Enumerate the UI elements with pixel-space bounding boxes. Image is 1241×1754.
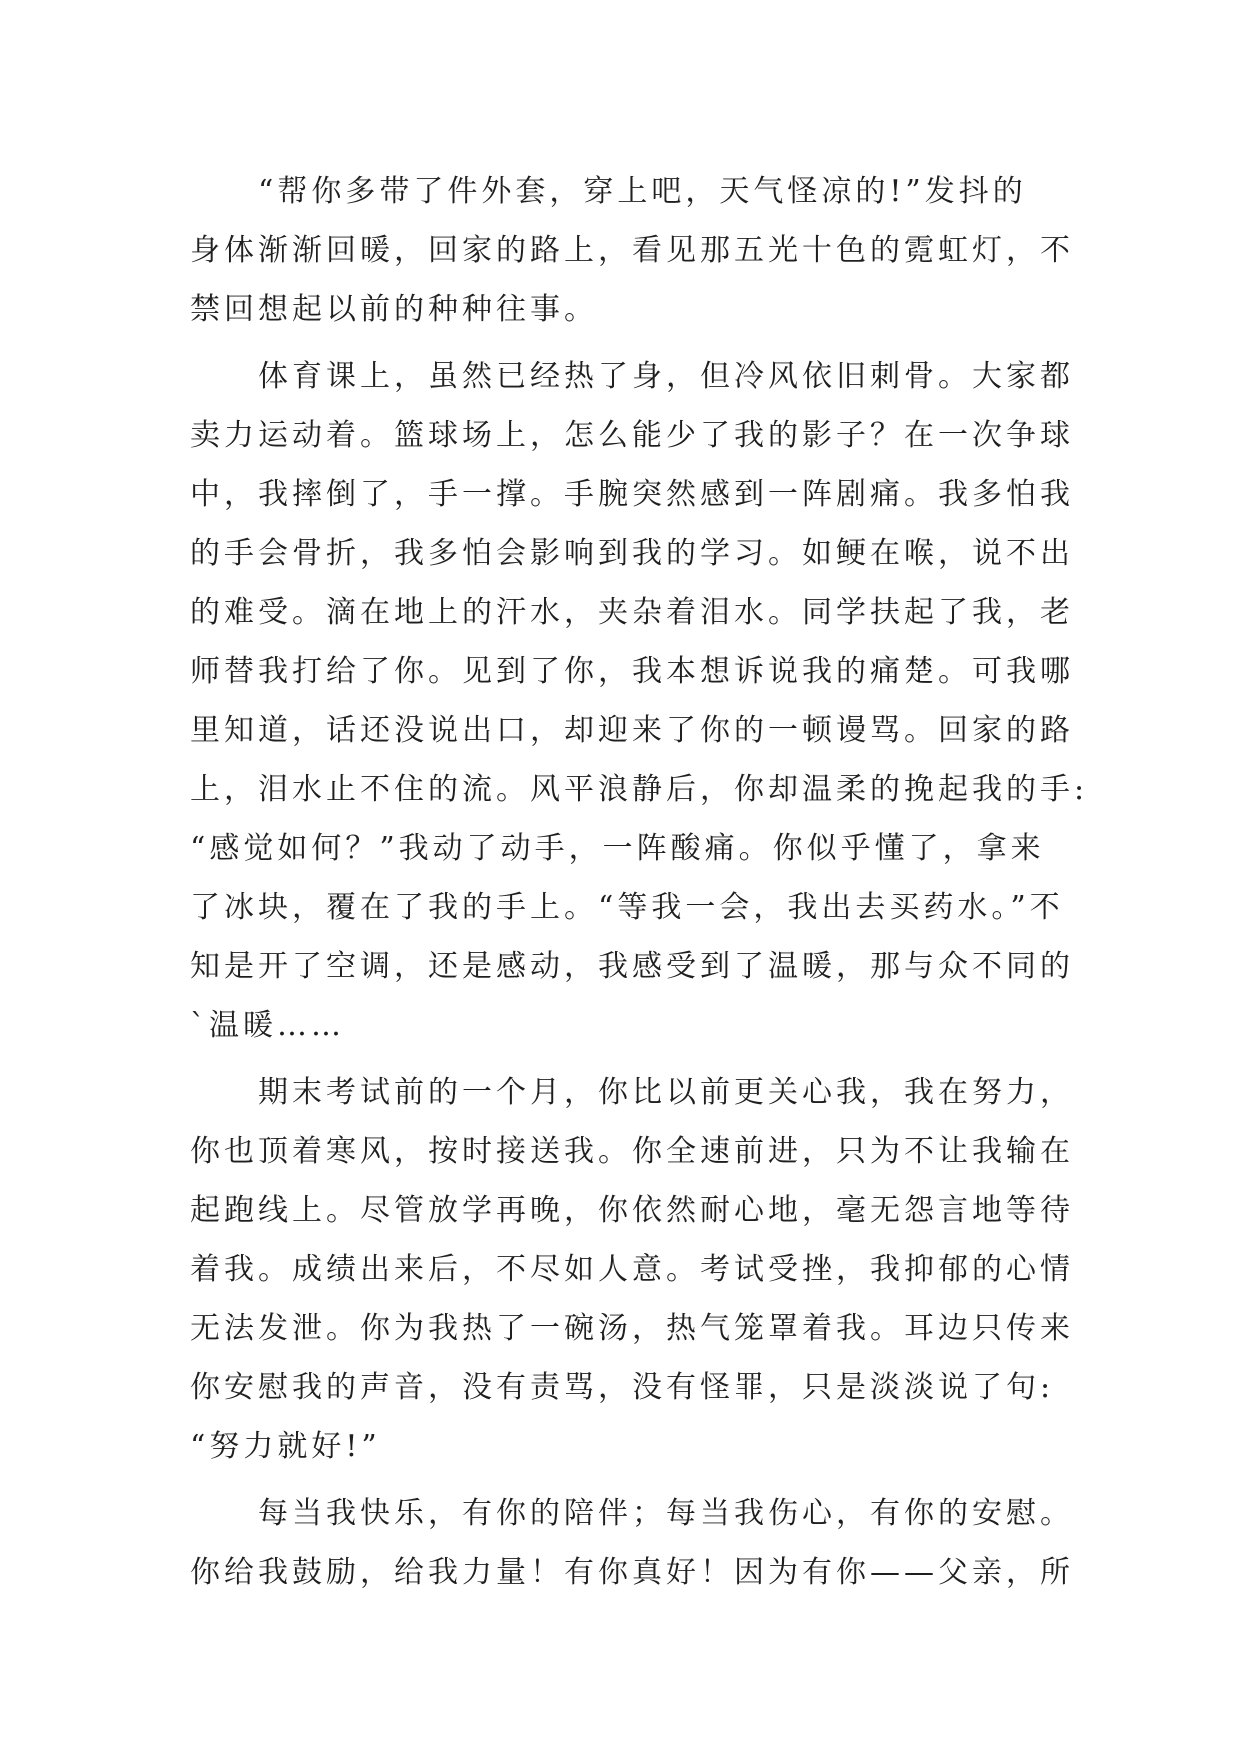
text-line: 上，泪水止不住的流。风平浪静后，你却温柔的挽起我的手: <box>190 772 1089 807</box>
text-line: 着我。成绩出来后，不尽如人意。考试受挫，我抑郁的心情 <box>190 1252 1074 1287</box>
essay-body <box>190 162 1089 1602</box>
paragraph-gap <box>190 1055 1060 1063</box>
text-line: 你也顶着寒风，按时接送我。你全速前进，只为不让我输在 <box>190 1134 1074 1169</box>
text-line: 无法发泄。你为我热了一碗汤，热气笼罩着我。耳边只传来 <box>190 1311 1074 1346</box>
paragraph-1 <box>190 162 1074 339</box>
text-line: 中，我摔倒了，手一撑。手腕突然感到一阵剧痛。我多怕我 <box>190 477 1074 512</box>
text-line: “帮你多带了件外套，穿上吧，天气怪凉的!”发抖的 <box>190 174 1027 209</box>
text-line: 禁回想起以前的种种往事。 <box>190 292 598 327</box>
paragraph-2 <box>190 347 1089 1055</box>
paragraph-gap <box>190 339 1060 347</box>
paragraph-gap <box>190 1476 1060 1484</box>
text-line: 体育课上，虽然已经热了身，但冷风依旧刺骨。大家都 <box>190 359 1074 394</box>
text-line: 你安慰我的声音，没有责骂，没有怪罪，只是淡淡说了句: <box>190 1370 1055 1405</box>
text-line: 了冰块，覆在了我的手上。“等我一会，我出去买药水。”不 <box>190 890 1064 925</box>
text-line: 每当我快乐，有你的陪伴；每当我伤心，有你的安慰。 <box>190 1496 1074 1531</box>
text-line: 的手会骨折，我多怕会影响到我的学习。如鲠在喉，说不出 <box>190 536 1074 571</box>
text-line: 的难受。滴在地上的汗水，夹杂着泪水。同学扶起了我，老 <box>190 595 1074 630</box>
text-line: 师替我打给了你。见到了你，我本想诉说我的痛楚。可我哪 <box>190 654 1074 689</box>
paragraph-4 <box>190 1484 1074 1602</box>
text-line: 卖力运动着。篮球场上，怎么能少了我的影子？在一次争球 <box>190 418 1074 453</box>
text-line: 期末考试前的一个月，你比以前更关心我，我在努力， <box>190 1075 1074 1110</box>
text-line: 知是开了空调，还是感动，我感受到了温暖，那与众不同的 <box>190 949 1074 984</box>
text-line: 里知道，话还没说出口，却迎来了你的一顿谩骂。回家的路 <box>190 713 1074 748</box>
text-line: `温暖…… <box>190 1008 345 1043</box>
text-line: 你给我鼓励，给我力量！有你真好！因为有你——父亲，所 <box>190 1555 1074 1590</box>
text-line: 身体渐渐回暖，回家的路上，看见那五光十色的霓虹灯，不 <box>190 233 1074 268</box>
text-line: 起跑线上。尽管放学再晚，你依然耐心地，毫无怨言地等待 <box>190 1193 1074 1228</box>
text-line: “感觉如何？”我动了动手，一阵酸痛。你似乎懂了，拿来 <box>190 831 1045 866</box>
text-line: “努力就好!” <box>190 1429 381 1464</box>
paragraph-3 <box>190 1063 1074 1476</box>
